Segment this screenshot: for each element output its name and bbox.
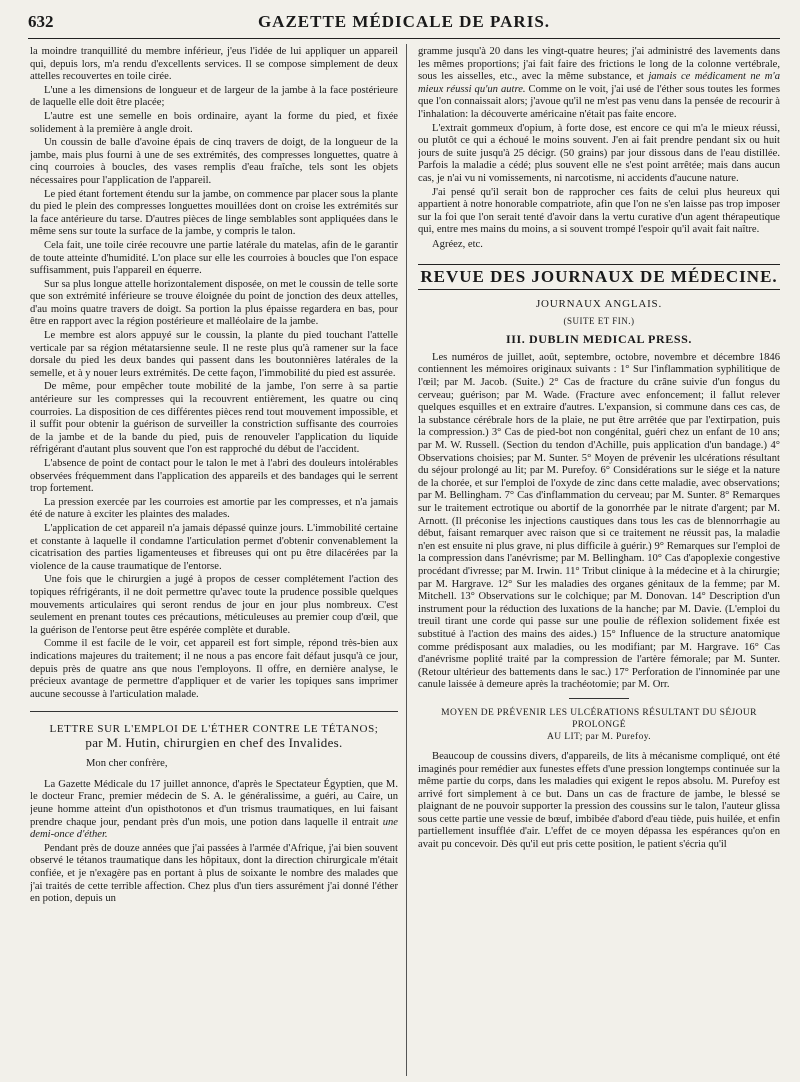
left-paragraph: L'autre est une semelle en bois ordinaire, ayant la forme du pied, et fixée solidement à la première à angle droit. [30,110,398,135]
revue-title: REVUE DES JOURNAUX DE MÉDECINE. [420,266,778,286]
left-paragraph: L'absence de point de contact pour le talon le met à l'abri des douleurs intolérables observées fréquemment dans l'application des appareils et des bandages qui le serrent trop fortement. [30,458,398,495]
right-column [418,46,780,1076]
letter-emphasis: une demi-once d'éther. [30,816,398,841]
article-paragraph: Beaucoup de coussins divers, d'appareils, de lits à mécanisme compliqué, ont été imaginés pour remédier aux funestes effets d'une pression longtemps continuée sur la même partie du corps, dans les maladies qui exigent le repos absolu. M. Purefoy est arrivé fort simplement à ce but. Dans un cas de fracture de jambe, le blessé se plaignant de ne pouvoir supporter la pression des coussins sur le talon, l'auteur glissa sous cette partie une vessie de bœuf, imbibée d'abord d'eau tiède, puis huilée, et enfin partiellement insufflée d'air. L'effet de ce moyen dépassa les espérances qu'on en avait pu concevoir. Dès qu'il eut pris cette position, le patient s'écria qu'il [418,750,780,851]
left-paragraph: Sur sa plus longue attelle horizontalement disposée, on met le coussin de telle sorte que son extrémité inférieure se trouve éloignée du point de jonction des deux attelles, d'au moins quatre travers de doigt. Sa portion la plus épaisse regardera en bas, pour être en rapport avec la région postérieure et malléolaire de la jambe. [30,278,398,328]
left-paragraph: Une fois que le chirurgien a jugé à propos de cesser complétement l'action des topiques réfrigérants, il ne doit permettre qu'avec toute la prudence possible quelques mouvements articulaires qui seront rendus de jour en jour plus nombreux. C'est seulement en prenant toutes ces précautions, méticuleuses au premier coup d'œil, que la guérison de l'entorse peut être espérée complète et durable. [30,574,398,636]
left-paragraph: Comme il est facile de le voir, cet appareil est fort simple, répond très-bien aux indications majeures du traitement; il ne nous a pas encore fait défaut jusqu'à ce jour, depuis près de quatre ans que nous l'employons. Il offre, en dernière analyse, le précieux avantage de permettre d'appliquer et de varier les topiques sans imprimer aucune secousse à l'articulation malade. [30,638,398,700]
article-heading [418,707,780,743]
journal-title: GAZETTE MÉDICALE DE PARIS. [257,12,551,31]
journaux-heading: JOURNAUX ANGLAIS. [535,298,663,311]
letter-heading [30,722,398,750]
letter-paragraph: J'ai pensé qu'il serait bon de rapprocher ces faits de celui plus heureux qui appartient à notre honorable compatriote, afin que l'on ne s'en laisse pas trop imposer sur la foi que l'on serait tenté d'avoir dans la vertu curative d'un agent thérapeutique qui, entre mes mains du moins, a si souvent trompé l'espoir qu'il avait fait naître. [418,186,780,236]
letter-text: Comme on le voit, j'ai usé de l'éther sous toutes les formes que l'on connaissait alors; j'avoue qu'il ne m'est pas venu dans la pensée de recourir à l'inhalation: la découverte américaine n'était pas faite encore. [418,83,780,120]
revue-header-box [418,264,780,291]
dublin-paragraph: Les numéros de juillet, août, septembre, octobre, novembre et décembre 1846 contiennent les mémoires originaux suivants : 1° Sur l'inflammation syphilitique de l'œil; par M. Jacob. (Suite.) 2° Cas de fracture du crâne suivie d'un fongus du cerveau; guérison; par M. Wade. (Fracture avec enfoncement; il fallut relever quelques esquilles et en extraire d'autres. L'expansion, si commune dans ces cas, de la substance cérébrale hors de la plaie, ne put être arrêtée que par l'extirpation, puis la compression.) 3° Cas de pied-bot non congénital, guéri chez un enfant de 10 ans; par M. W. Russell. (Section du tendon d'Achille, puis application d'un bandage.) 4° Observations choisies; par M. Sunter. 5° Moyen de prévenir les ulcérations résultant du séjour prolongé au lit; par M. Purefoy. 6° Considérations sur le siége et la nature de la chorée, et sur l'emploi de l'oxyde de zinc dans cette maladie, avec observations; par M. Bellingham. 7° Cas d'inflammation du cerveau; par M. Sunter. 8° Remarques sur le traitement ectrotique ou abortif de la gonorrhée par le nitrate d'argent; par M. Arnott. (Il préconise les injections caustiques dans tous les cas de blennorrhagie au début, faisant remarquer avec raison que si ce traitement ne réussit pas, la maladie n'en est ensuite ni plus grave, ni plus difficile à guérir.) 9° Remarques sur l'emploi de la compression dans l'anévrisme; par M. Bellingham. 10° Cas d'apoplexie congestive procédant d'ivresse; par M. Irwin. 11° Tribut clinique à la médecine et à la chirurgie; par M. Hargrave. 12° Sur les maladies des organes génitaux de la femme; par M. Mitchell. 13° Observations sur le colchique; par M. Donovan. 14° Description d'un instrument pour la réduction des luxations de la hanche; par M. Davie. (L'emploi du treuil tirant une corde qui passe sur une poulie de réflexion solidement fixée est substitué à l'action des mains des aides.) 15° Influence de la structure anatomique comme prédisposant aux maladies, ou les modifiant; par M. Hargrave. 16° Cas d'anévrisme poplité traité par la compression de l'artère fémorale; par M. Sunter. (Retour ultérieur des battements dans le sac.) 17° Perforation de l'innominée par une canule laissée à demeure après la trachéotomie; par M. Orr. [418,351,780,691]
column-divider [406,44,407,1076]
left-paragraph: Cela fait, une toile cirée recouvre une partie latérale du matelas, afin de le garantir de toute atteinte d'humidité. L'on place sur elle les courroies à boucles que l'on espace suffisamment, puis l'appareil en équerre. [30,239,398,277]
header-rule [28,38,780,39]
left-paragraph: Le pied étant fortement étendu sur la jambe, on commence par placer sous la plante du pied le plein des compresses longuettes mouillées dont on croise les extrémités sur la face antérieure du tarse. D'autres pièces de linge semblables sont appliquées dans le même sens sur toute la surface de la jambe, y compris le talon. [30,188,398,238]
letter-author: par M. Hutin, chirurgien en chef des Invalides. [85,735,343,751]
letter-paragraph: Pendant près de douze années que j'ai passées à l'armée d'Afrique, j'ai bien souvent observé le tétanos traumatique dans les hôpitaux, dont la direction chirurgicale m'était confiée, et je n'exagère pas en portant à plus de soixante le nombre des malades que j'ai traités de cette terrible affection. Chez plus d'un tiers assurément j'ai donné l'éther en potion, depuis un [30,842,398,905]
signoff: Agréez, etc. [432,238,483,250]
letter-text: La Gazette Médicale du 17 juillet annonce, d'après le Spectateur Égyptien, que M. le docteur Franc, premier médecin de S. A. le généralissime, a guéri, au Caire, un jeune homme atteint d'un opisthotonos et d'un trismus traumatiques, en lui faisant prendre chaque jour, pendant près d'un mois, une potion dans laquelle il entrait [30,778,398,828]
letter-paragraph [30,779,398,842]
salutation: Mon cher confrère, [86,758,168,770]
letter-paragraph: L'extrait gommeux d'opium, à forte dose, est encore ce qui m'a le mieux réussi, ou plutôt ce qui a échoué le moins souvent. J'en ai fait prendre pendant six ou huit jours de suite jusqu'à 25 décigr. (50 grains) par jour dissous dans de l'eau distillée. Parfois la maladie a cédé; plus souvent elle ne s'est point arrêtée; mais dans aucun cas, je n'ai vu ni vomissements, ni narcotisme, ni accidents d'aucune nature. [418,122,780,184]
suite-label: (SUITE ET FIN.) [563,315,635,326]
letter-title: LETTRE SUR L'EMPLOI DE L'ÉTHER CONTRE LE TÉTANOS; [49,723,379,736]
left-paragraph: la moindre tranquillité du membre inférieur, j'eus l'idée de lui appliquer un appareil qui, depuis lors, m'a rendu d'excellents services. Il se compose simplement de deux attelles recouvertes en toile cirée. [30,46,398,83]
section-heading: III. DUBLIN MEDICAL PRESS. [506,332,692,347]
page-number: 632 [28,12,54,31]
letter-text: gramme jusqu'à 20 dans les vingt-quatre heures; j'ai administré des lavements dans les mêmes proportions; j'ai fait faire des frictions le long de la colonne vertébrale, sous les aisselles, etc., avec la même substance, et [418,46,780,83]
left-paragraph: La pression exercée par les courroies est amortie par les compresses, et n'a jamais été de nature à exciter les plaintes des malades. [30,496,398,521]
section-rule [30,711,398,712]
left-paragraph: Le membre est alors appuyé sur le coussin, la plante du pied touchant l'attelle verticale par sa région métatarsienne seule. Il ne reste plus qu'à ramener sur la face dorsale du pied les deux bandes qui passent dans les boutonnières latérales de la semelle, et à y nouer leurs extrémités. De cette façon, l'immobilité du pied est assurée. [30,330,398,379]
letter-paragraph [418,46,780,122]
running-header [28,10,780,36]
small-rule [569,698,629,699]
left-paragraph: L'une a les dimensions de longueur et de largeur de la jambe à la face postérieure de laquelle elle doit être placée; [30,84,398,109]
letter-emphasis: jamais ce médicament ne m'a mieux réussi qu'un autre. [418,71,780,95]
article-heading-line: MOYEN DE PRÉVENIR LES ULCÉRATIONS RÉSULTANT DU SÉJOUR PROLONGÉ [441,707,757,730]
left-paragraph: L'application de cet appareil n'a jamais dépassé quinze jours. L'immobilité certaine et constante à laquelle il condamne l'articulation permet d'obtenir convenablement la cicatrisation des parties ligamenteuses et fibreuses qui ont pu être dilacérées par la violence de la cause traumatique de l'entorse. [30,522,398,572]
left-paragraph: De même, pour empêcher toute mobilité de la jambe, l'on serre à sa partie antérieure sur les compresses qui la recouvrent entièrement, les quatre ou cinq courroies. La disposition de ces différentes pièces rend tout mouvement impossible, et il suffit pour obtenir la guérison de surveiller la constriction suffisante des courroies de la jambe et de la bande du pied, puis de renouveler l'application du liquide réfrigérant d'autant plus souvent que l'on est rapproché du début de l'accident. [30,381,398,456]
left-paragraph: Un coussin de balle d'avoine épais de cinq travers de doigt, de la longueur de la jambe, mais plus fourni à une de ses extrémités, des compresses longuettes, quatre à cinq courroies à boucles, des vases remplis d'eau fraîche, tels sont les objets nécessaires pour l'application de l'appareil. [30,137,398,186]
left-column [30,46,398,1076]
article-heading-line: AU LIT; par M. Purefoy. [546,731,652,742]
